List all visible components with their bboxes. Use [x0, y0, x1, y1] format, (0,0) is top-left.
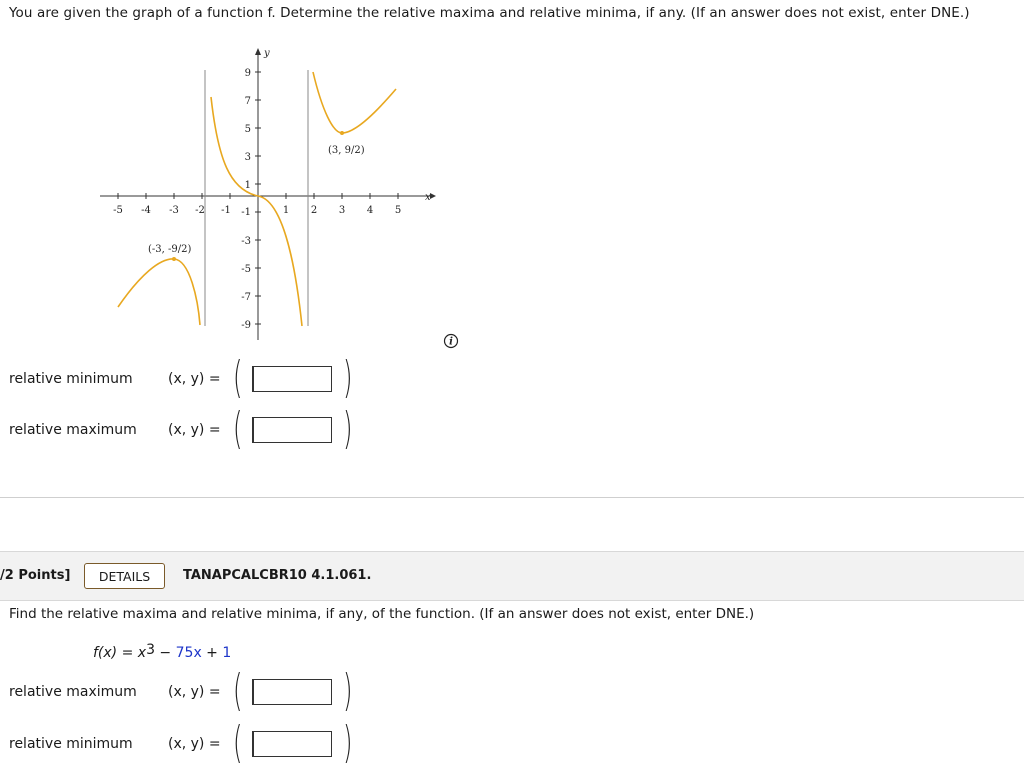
relative-min-point-label: (3, 9/2) [328, 145, 365, 156]
curve-left-branch [118, 259, 200, 325]
relative-max-point [172, 257, 176, 261]
y-tick-label: 5 [244, 124, 251, 135]
details-button[interactable]: DETAILS [84, 563, 165, 589]
open-paren: ( [233, 403, 243, 454]
function-graph [95, 45, 440, 345]
q2-relative-minimum-input[interactable] [252, 731, 332, 757]
x-tick-label: -2 [195, 205, 205, 216]
open-paren: ( [233, 717, 243, 768]
xy-equals-label: (x, y) = [168, 371, 221, 387]
xy-equals-label: (x, y) = [168, 684, 221, 700]
close-paren: ) [343, 665, 353, 716]
y-tick-label: 1 [244, 180, 251, 191]
y-tick-label: 3 [244, 152, 251, 163]
function-minus: − [154, 645, 176, 661]
y-tick-label: -1 [241, 207, 251, 218]
open-paren: ( [233, 665, 243, 716]
relative-minimum-label: relative minimum [9, 736, 133, 752]
question-1-prompt: You are given the graph of a function f. Determine the relative maxima and relative minima, if any. (If an answer does not exist, enter DNE.) [9, 5, 970, 21]
curve-right-branch [313, 72, 396, 133]
relative-max-point-label: (-3, -9/2) [148, 244, 192, 255]
q2-relative-maximum-input[interactable] [252, 679, 332, 705]
y-axis-arrow [255, 48, 261, 55]
x-tick-label: -5 [113, 205, 123, 216]
xy-equals-label: (x, y) = [168, 736, 221, 752]
y-axis-label: y [264, 48, 270, 59]
x-axis-label: x [425, 192, 431, 203]
question-2-prompt: Find the relative maxima and relative minima, if any, of the function. (If an answer does not exist, enter DNE.) [9, 606, 755, 622]
relative-min-point [340, 131, 344, 135]
function-plus: + [201, 645, 223, 661]
x-axis-arrow [430, 193, 436, 199]
function-coefficient-term: 75x [175, 645, 202, 661]
relative-minimum-label: relative minimum [9, 371, 133, 387]
close-paren: ) [343, 352, 353, 403]
y-tick-label: -5 [241, 264, 251, 275]
x-tick-label: 4 [366, 205, 374, 216]
x-tick-label: 2 [310, 205, 318, 216]
q1-relative-maximum-input[interactable] [252, 417, 332, 443]
x-tick-label: -3 [169, 205, 179, 216]
function-constant: 1 [222, 645, 232, 661]
x-tick-label: -4 [141, 205, 151, 216]
open-paren: ( [233, 352, 243, 403]
y-tick-label: 7 [244, 96, 251, 107]
q1-relative-minimum-input[interactable] [252, 366, 332, 392]
x-tick-label: 3 [338, 205, 346, 216]
x-tick-label: 1 [282, 205, 290, 216]
close-paren: ) [343, 403, 353, 454]
question-points: /2 Points] [0, 568, 71, 583]
y-tick-label: -7 [241, 292, 251, 303]
y-tick-label: 9 [244, 68, 251, 79]
function-expression [93, 642, 232, 661]
close-paren: ) [343, 717, 353, 768]
xy-equals-label: (x, y) = [168, 422, 221, 438]
function-exponent: 3 [146, 642, 155, 658]
function-lhs: f(x) = x [93, 645, 147, 661]
section-divider [0, 497, 1024, 498]
y-tick-label: -9 [241, 320, 251, 331]
y-tick-label: -3 [241, 236, 251, 247]
x-tick-label: -1 [221, 205, 231, 216]
question-reference: TANAPCALCBR10 4.1.061. [183, 568, 372, 583]
info-icon[interactable] [442, 332, 460, 350]
relative-maximum-label: relative maximum [9, 684, 137, 700]
x-tick-label: 5 [394, 205, 402, 216]
svg-text:i: i [449, 336, 453, 348]
relative-maximum-label: relative maximum [9, 422, 137, 438]
